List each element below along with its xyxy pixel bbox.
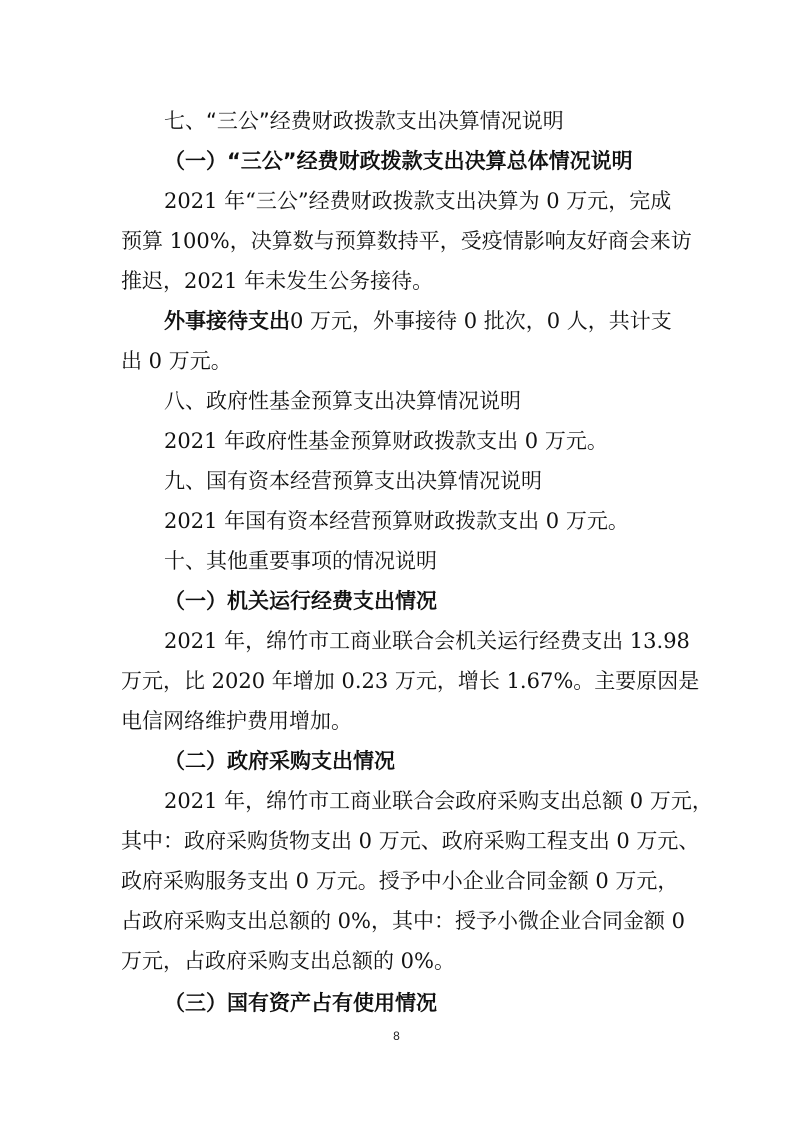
paragraph-line: 2021 年“三公”经费财政拨款支出决算为 0 万元，完成 <box>164 189 672 213</box>
section-10-sub2-heading: （二）政府采购支出情况 <box>164 749 395 773</box>
paragraph-line: 2021 年，绵竹市工商业联合会机关运行经费支出 13.98 <box>164 629 690 653</box>
page-number: 8 <box>393 1029 400 1043</box>
paragraph-line: 出 0 万元。 <box>121 349 232 373</box>
paragraph-line: 电信网络维护费用增加。 <box>121 709 352 733</box>
paragraph-line: 万元，占政府采购支出总额的 0%。 <box>121 949 455 973</box>
section-7-sub1-heading: （一）“三公”经费财政拨款支出决算总体情况说明 <box>164 149 633 173</box>
paragraph-line: 占政府采购支出总额的 0%，其中：授予小微企业合同金额 0 <box>121 909 686 933</box>
paragraph-line: 预算 100%，决算数与预算数持平，受疫情影响友好商会来访 <box>121 229 692 253</box>
foreign-reception-text: 0 万元，外事接待 0 批次，0 人，共计支 <box>290 309 672 333</box>
paragraph-line: 2021 年，绵竹市工商业联合会政府采购支出总额 0 万元， <box>164 789 713 813</box>
paragraph-line: 万元，比 2020 年增加 0.23 万元，增长 1.67%。主要原因是 <box>121 669 700 693</box>
paragraph-line: 政府采购服务支出 0 万元。授予中小企业合同金额 0 万元， <box>121 869 679 893</box>
section-7-heading: 七、“三公”经费财政拨款支出决算情况说明 <box>164 109 564 133</box>
section-10-sub3-heading: （三）国有资产占有使用情况 <box>164 991 437 1015</box>
section-9-heading: 九、国有资本经营预算支出决算情况说明 <box>164 469 542 493</box>
foreign-reception-label: 外事接待支出 <box>164 309 290 333</box>
section-8-heading: 八、政府性基金预算支出决算情况说明 <box>164 389 521 413</box>
paragraph-line <box>164 306 672 336</box>
section-10-heading: 十、其他重要事项的情况说明 <box>164 549 437 573</box>
paragraph-line: 2021 年国有资本经营预算财政拨款支出 0 万元。 <box>164 509 629 533</box>
paragraph-line: 其中：政府采购货物支出 0 万元、政府采购工程支出 0 万元、 <box>121 829 700 853</box>
paragraph-line: 2021 年政府性基金预算财政拨款支出 0 万元。 <box>164 429 608 453</box>
section-10-sub1-heading: （一）机关运行经费支出情况 <box>164 589 437 613</box>
paragraph-line: 推迟，2021 年未发生公务接待。 <box>121 269 434 293</box>
